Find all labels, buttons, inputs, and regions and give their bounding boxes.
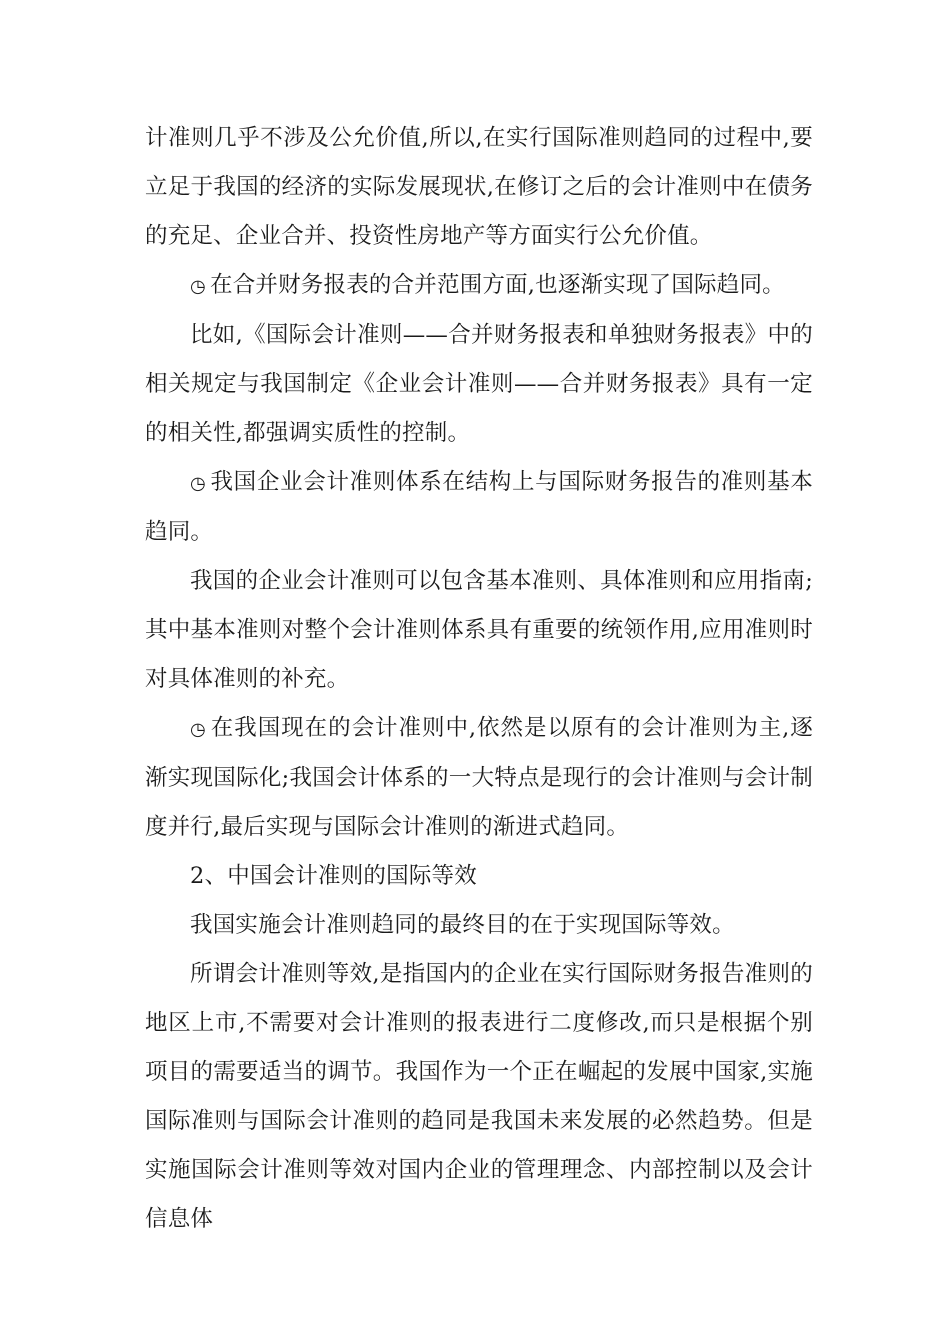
paragraph-text: 我国企业会计准则体系在结构上与国际财务报告的准则基本趋同。 bbox=[145, 469, 813, 545]
paragraph-continuation bbox=[145, 114, 813, 261]
heading-text: 2、中国会计准则的国际等效 bbox=[190, 863, 477, 889]
section-heading bbox=[145, 852, 813, 901]
paragraph-text: 所谓会计准则等效,是指国内的企业在实行国际财务报告准则的地区上市,不需要对会计准则的报表进行二度修改,而只是根据个别项目的需要适当的调节。我国作为一个正在崛起的发展中国家,实施国际准则与国际会计准则的趋同是我国未来发展的必然趋势。但是实施国际会计准则等效对国内企业的管理理念、内部控制以及会计信息体 bbox=[145, 961, 813, 1232]
paragraph-text: 计准则几乎不涉及公允价值,所以,在实行国际准则趋同的过程中,要立足于我国的经济的实际发展现状,在修订之后的会计准则中在债务的充足、企业合并、投资性房地产等方面实行公允价值。 bbox=[145, 125, 813, 249]
paragraph-text: 在我国现在的会计准则中,依然是以原有的会计准则为主,逐渐实现国际化;我国会计体系的一大特点是现行的会计准则与会计制度并行,最后实现与国际会计准则的渐进式趋同。 bbox=[145, 715, 813, 840]
paragraph-standards-system bbox=[145, 557, 813, 704]
clock-bullet-icon: ◷ bbox=[190, 276, 206, 297]
paragraph-current-standards bbox=[145, 704, 813, 852]
paragraph-example bbox=[145, 311, 813, 458]
document-body bbox=[145, 114, 813, 1244]
paragraph-equivalence-definition bbox=[145, 950, 813, 1244]
paragraph-text: 我国实施会计准则趋同的最终目的在于实现国际等效。 bbox=[190, 912, 735, 938]
paragraph-text: 比如,《国际会计准则——合并财务报表和单独财务报表》中的相关规定与我国制定《企业会计准则——合并财务报表》具有一定的相关性,都强调实质性的控制。 bbox=[145, 322, 813, 446]
paragraph-text: 我国的企业会计准则可以包含基本准则、具体准则和应用指南;其中基本准则对整个会计准则体系具有重要的统领作用,应用准则时对具体准则的补充。 bbox=[145, 568, 813, 692]
clock-bullet-icon: ◷ bbox=[190, 473, 206, 494]
paragraph-goal bbox=[145, 901, 813, 950]
clock-bullet-icon: ◷ bbox=[190, 719, 206, 740]
paragraph-structure bbox=[145, 458, 813, 557]
paragraph-text: 在合并财务报表的合并范围方面,也逐渐实现了国际趋同。 bbox=[210, 272, 785, 298]
paragraph-merge-scope bbox=[145, 261, 813, 311]
